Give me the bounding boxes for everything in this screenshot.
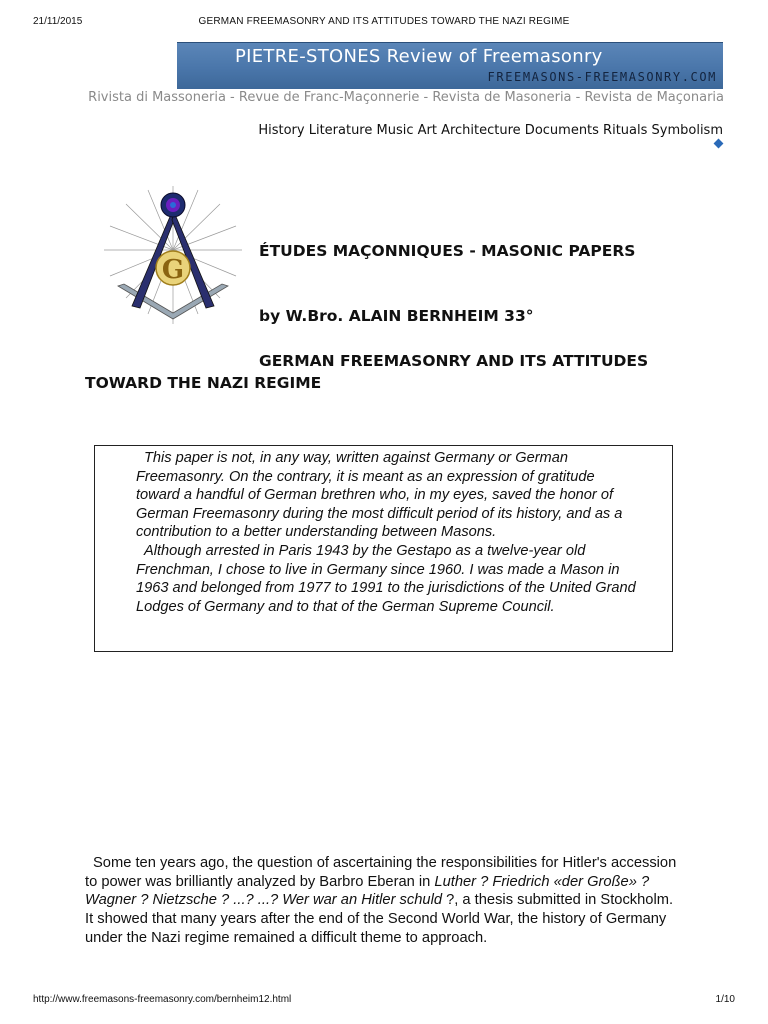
author-notice-box (94, 445, 673, 652)
print-footer (0, 994, 768, 1008)
notice-text (136, 449, 636, 616)
print-header (0, 16, 768, 30)
square-and-compasses-g-icon (104, 186, 242, 324)
emblem-letter: G (161, 255, 185, 285)
banner-site-url: FREEMASONS-FREEMASONRY.COM (487, 70, 717, 84)
book-title: Luther ? Friedrich «der Große» ? Wagner ? Nietzsche ? ...? ...? Wer war an Hitler schuld (85, 873, 650, 909)
banner-title: PIETRE-STONES Review of Freemasonry (235, 46, 603, 67)
body-paragraph (85, 854, 685, 948)
body-text: ?, a thesis submitted in Stockholm. It showed that many years after the end of the Second World War, the history of Germany under the Nazi regime remained a difficult theme to approach. (85, 892, 674, 946)
language-links[interactable]: Rivista di Massoneria - Revue de Franc-Maçonnerie - Revista de Masoneria - Revista de Maçonaria (88, 90, 724, 105)
site-banner[interactable] (177, 42, 723, 89)
notice-paragraph: This paper is not, in any way, written against Germany or German Freemasonry. On the contrary, it is meant as an expression of gratitude toward a handful of German brethren who, in my eyes, saved the honor of German Freemasonry during the most difficult period of its history, and as a contribution to a better understanding between Masons. (136, 450, 623, 541)
body-text: Some ten years ago, the question of ascertaining the responsibilities for Hitler's accession to power was brilliantly analyzed by Barbro Eberan in (85, 855, 677, 890)
author-heading: by W.Bro. ALAIN BERNHEIM 33° (259, 307, 534, 325)
section-nav[interactable]: History Literature Music Art Architecture Documents Rituals Symbolism (258, 123, 723, 138)
print-document-title: GERMAN FREEMASONRY AND ITS ATTITUDES TOWARD THE NAZI REGIME (198, 16, 570, 27)
page-number: 1/10 (715, 994, 735, 1005)
article-title (85, 350, 685, 394)
print-date: 21/11/2015 (33, 16, 83, 27)
diamond-bullet-icon (714, 139, 724, 149)
series-heading: ÉTUDES MAÇONNIQUES - MASONIC PAPERS (259, 242, 636, 260)
article-title-text: GERMAN FREEMASONRY AND ITS ATTITUDES TOWARD THE NAZI REGIME (85, 352, 649, 392)
print-url: http://www.freemasons-freemasonry.com/bernheim12.html (33, 994, 292, 1005)
notice-paragraph: Although arrested in Paris 1943 by the Gestapo as a twelve-year old Frenchman, I chose to live in Germany since 1960. I was made a Mason in 1963 and belonged from 1977 to 1991 to the jurisdictions of the United Grand Lodges of Germany and to that of the German Supreme Council. (136, 542, 636, 615)
